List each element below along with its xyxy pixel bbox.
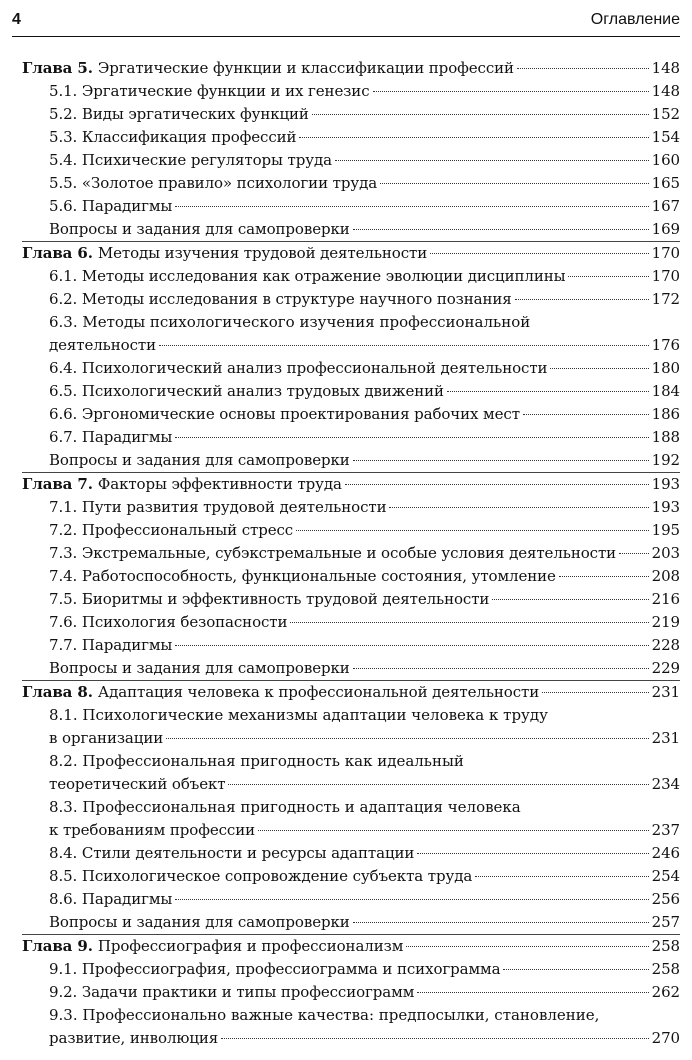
- dot-leader: [353, 460, 649, 461]
- page-ref: 208: [651, 567, 680, 585]
- dot-leader: [373, 91, 649, 92]
- toc-entry[interactable]: [22, 542, 680, 565]
- toc-entry[interactable]: [22, 357, 680, 380]
- entry-title: 7.2. Профессиональный стресс: [49, 521, 294, 539]
- header-rule: [12, 36, 680, 37]
- dot-leader: [175, 206, 648, 207]
- toc-chapter: [22, 681, 680, 935]
- entry-title: 7.4. Работоспособность, функциональные состояния, утомление: [49, 567, 556, 585]
- toc-entry[interactable]: [22, 149, 680, 172]
- page-ref: 169: [651, 220, 680, 238]
- dot-leader: [228, 784, 648, 785]
- dot-leader: [447, 391, 649, 392]
- toc-entry[interactable]: [22, 565, 680, 588]
- page-ref: 184: [651, 382, 680, 400]
- dot-leader: [335, 160, 649, 161]
- dot-leader: [175, 899, 648, 900]
- page-ref: 231: [651, 729, 680, 747]
- page-ref: 229: [651, 659, 680, 677]
- toc-chapter: [22, 473, 680, 681]
- dot-leader: [221, 1038, 649, 1039]
- dot-leader: [389, 507, 648, 508]
- toc-entry[interactable]: [22, 403, 680, 426]
- toc-entry[interactable]: [22, 334, 680, 357]
- toc-entry-first-line: 8.2. Профессиональная пригодность как идеальный: [49, 752, 464, 770]
- chapter-title: Методы изучения трудовой деятельности: [97, 244, 428, 262]
- entry-title: 5.3. Классификация профессий: [49, 128, 297, 146]
- dot-leader: [299, 137, 648, 138]
- entry-title: 5.2. Виды эргатических функций: [49, 105, 309, 123]
- toc-entry[interactable]: [22, 819, 680, 842]
- chapter-title: Адаптация человека к профессиональной деятельности: [97, 683, 540, 701]
- dot-leader: [175, 645, 648, 646]
- toc-chapter: [22, 935, 680, 1050]
- toc-entry[interactable]: [22, 911, 680, 934]
- dot-leader: [406, 946, 648, 947]
- dot-leader: [290, 622, 648, 623]
- entry-title: к требованиям профессии: [49, 821, 256, 839]
- toc-entry[interactable]: [22, 80, 680, 103]
- dot-leader: [550, 368, 648, 369]
- chapter-heading[interactable]: [22, 681, 680, 704]
- dot-leader: [258, 830, 649, 831]
- entry-title: 5.6. Парадигмы: [49, 197, 173, 215]
- entry-title: в организации: [49, 729, 164, 747]
- dot-leader: [296, 530, 649, 531]
- dot-leader: [475, 876, 648, 877]
- page-ref: 256: [651, 890, 680, 908]
- page-ref: 193: [651, 498, 680, 516]
- dot-leader: [559, 576, 649, 577]
- entry-title: 9.2. Задачи практики и типы профессиограмм: [49, 983, 415, 1001]
- entry-title: 5.5. «Золотое правило» психологии труда: [49, 174, 378, 192]
- toc-entry[interactable]: [22, 103, 680, 126]
- entry-title: 7.1. Пути развития трудовой деятельности: [49, 498, 387, 516]
- toc-chapter: [22, 57, 680, 242]
- toc-entry-first-line: 9.3. Профессионально важные качества: предпосылки, становление,: [49, 1006, 600, 1024]
- toc-entry[interactable]: [22, 449, 680, 472]
- table-of-contents: [22, 57, 680, 1050]
- dot-leader: [568, 276, 648, 277]
- page-ref: 234: [651, 775, 680, 793]
- toc-entry[interactable]: [22, 265, 680, 288]
- entry-title: Вопросы и задания для самопроверки: [49, 220, 350, 238]
- chapter-label: Глава 7.: [22, 475, 93, 493]
- page-ref: 254: [651, 867, 680, 885]
- dot-leader: [175, 437, 648, 438]
- page-ref: 216: [651, 590, 680, 608]
- page-ref: 188: [651, 428, 680, 446]
- dot-leader: [523, 414, 649, 415]
- toc-entry[interactable]: [22, 519, 680, 542]
- entry-title: 8.6. Парадигмы: [49, 890, 173, 908]
- page-ref: 203: [651, 544, 680, 562]
- page-ref: 258: [651, 960, 680, 978]
- toc-entry[interactable]: [22, 727, 680, 750]
- entry-title: 7.6. Психология безопасности: [49, 613, 288, 631]
- entry-title: 6.5. Психологический анализ трудовых движений: [49, 382, 444, 400]
- page-ref: 219: [651, 613, 680, 631]
- entry-title: деятельности: [49, 336, 156, 354]
- toc-entry[interactable]: [22, 865, 680, 888]
- page-ref: 195: [651, 521, 680, 539]
- toc-entry[interactable]: [22, 588, 680, 611]
- chapter-title: Эргатические функции и классификации профессий: [97, 59, 514, 77]
- toc-entry[interactable]: [22, 958, 680, 981]
- dot-leader: [312, 114, 649, 115]
- page-ref: 176: [651, 336, 680, 354]
- page-ref: 148: [651, 82, 680, 100]
- page-ref: 170: [651, 267, 680, 285]
- entry-title: 7.7. Парадигмы: [49, 636, 173, 654]
- toc-entry-first-line: 8.1. Психологические механизмы адаптации человека к труду: [49, 706, 548, 724]
- entry-title: 9.1. Профессиография, профессиограмма и психограмма: [49, 960, 501, 978]
- entry-title: Вопросы и задания для самопроверки: [49, 659, 350, 677]
- entry-title: 6.4. Психологический анализ профессиональной деятельности: [49, 359, 548, 377]
- toc-entry[interactable]: [22, 126, 680, 149]
- dot-leader: [417, 853, 648, 854]
- toc-entry[interactable]: [22, 773, 680, 796]
- chapter-label: Глава 6.: [22, 244, 93, 262]
- entry-title: 6.1. Методы исследования как отражение эволюции дисциплины: [49, 267, 566, 285]
- dot-leader: [353, 922, 649, 923]
- dot-leader: [542, 692, 649, 693]
- page-ref: 165: [651, 174, 680, 192]
- dot-leader: [380, 183, 649, 184]
- chapter-label: Глава 5.: [22, 59, 93, 77]
- dot-leader: [515, 299, 649, 300]
- chapter-label: Глава 9.: [22, 937, 93, 955]
- entry-title: 5.1. Эргатические функции и их генезис: [49, 82, 370, 100]
- page-ref: 237: [651, 821, 680, 839]
- page-ref: 270: [651, 1029, 680, 1047]
- entry-title: Вопросы и задания для самопроверки: [49, 913, 350, 931]
- dot-leader: [166, 738, 649, 739]
- dot-leader: [417, 992, 648, 993]
- entry-title: 7.5. Биоритмы и эффективность трудовой деятельности: [49, 590, 490, 608]
- entry-title: развитие, инволюция: [49, 1029, 219, 1047]
- toc-entry[interactable]: [22, 981, 680, 1004]
- entry-title: 6.6. Эргономические основы проектирования рабочих мест: [49, 405, 520, 423]
- chapter-title: Факторы эффективности труда: [97, 475, 342, 493]
- running-title: Оглавление: [590, 11, 680, 28]
- running-header: [12, 6, 680, 34]
- page-ref: 186: [651, 405, 680, 423]
- toc-entry[interactable]: [22, 1027, 680, 1050]
- chapter-heading[interactable]: [22, 57, 680, 80]
- dot-leader: [353, 668, 649, 669]
- toc-entry[interactable]: [22, 496, 680, 519]
- chapter-title: Профессиография и профессионализм: [97, 937, 404, 955]
- entry-title: 8.4. Стили деятельности и ресурсы адаптации: [49, 844, 415, 862]
- page-ref: 192: [651, 451, 680, 469]
- page-ref: 258: [651, 937, 680, 955]
- toc-entry[interactable]: [22, 380, 680, 403]
- toc-entry-first-line: 8.3. Профессиональная пригодность и адаптация человека: [49, 798, 521, 816]
- page-ref: 246: [651, 844, 680, 862]
- toc-entry[interactable]: [22, 888, 680, 911]
- entry-title: Вопросы и задания для самопроверки: [49, 451, 350, 469]
- page-ref: 172: [651, 290, 680, 308]
- toc-entry[interactable]: [22, 172, 680, 195]
- page-ref: 180: [651, 359, 680, 377]
- toc-entry[interactable]: [22, 426, 680, 449]
- dot-leader: [517, 68, 649, 69]
- toc-entry[interactable]: [22, 842, 680, 865]
- page-ref: 262: [651, 983, 680, 1001]
- chapter-label: Глава 8.: [22, 683, 93, 701]
- chapter-heading[interactable]: [22, 935, 680, 958]
- toc-entry[interactable]: [22, 195, 680, 218]
- chapter-heading[interactable]: [22, 473, 680, 496]
- chapter-heading[interactable]: [22, 242, 680, 265]
- page-ref: 170: [651, 244, 680, 262]
- toc-entry[interactable]: [22, 634, 680, 657]
- page-ref: 231: [651, 683, 680, 701]
- entry-title: 8.5. Психологическое сопровождение субъекта труда: [49, 867, 473, 885]
- entry-title: 5.4. Психические регуляторы труда: [49, 151, 332, 169]
- entry-title: 7.3. Экстремальные, субэкстремальные и особые условия деятельности: [49, 544, 617, 562]
- page-ref: 167: [651, 197, 680, 215]
- dot-leader: [345, 484, 649, 485]
- dot-leader: [503, 969, 648, 970]
- entry-title: 6.7. Парадигмы: [49, 428, 173, 446]
- dot-leader: [492, 599, 648, 600]
- toc-chapter: [22, 242, 680, 473]
- entry-title: 6.2. Методы исследования в структуре научного познания: [49, 290, 512, 308]
- page-ref: 160: [651, 151, 680, 169]
- page-ref: 257: [651, 913, 680, 931]
- page-ref: 148: [651, 59, 680, 77]
- dot-leader: [353, 229, 649, 230]
- page-ref: 154: [651, 128, 680, 146]
- toc-entry[interactable]: [22, 657, 680, 680]
- page-number: 4: [12, 11, 21, 28]
- toc-entry[interactable]: [22, 218, 680, 241]
- toc-entry-first-line: 6.3. Методы психологического изучения профессиональной: [49, 313, 531, 331]
- page-ref: 152: [651, 105, 680, 123]
- toc-entry[interactable]: [22, 611, 680, 634]
- dot-leader: [159, 345, 649, 346]
- dot-leader: [619, 553, 649, 554]
- toc-entry[interactable]: [22, 288, 680, 311]
- dot-leader: [430, 253, 649, 254]
- page-ref: 228: [651, 636, 680, 654]
- page-ref: 193: [651, 475, 680, 493]
- entry-title: теоретический объект: [49, 775, 226, 793]
